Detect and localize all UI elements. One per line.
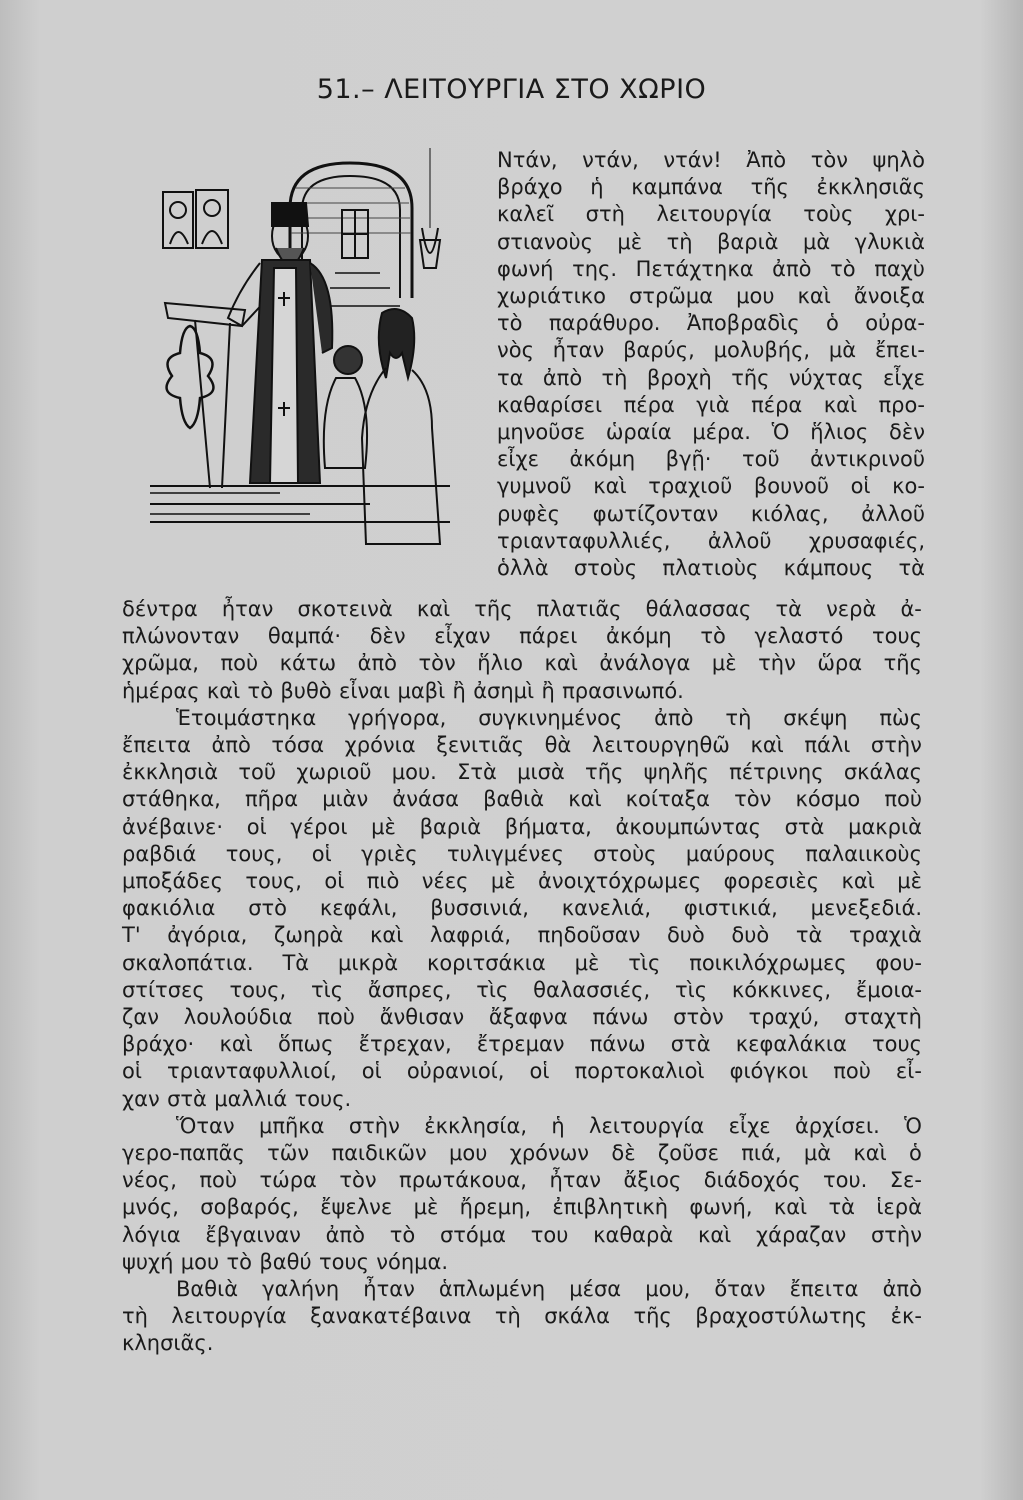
body-text xyxy=(122,596,922,1358)
text-line: δέντρα ἦταν σκοτεινὰ καὶ τῆς πλατιᾶς θάλασσας τὰ νερὰ ἀ- xyxy=(122,597,922,621)
text-line: καθαρίσει πέρα γιὰ πέρα καὶ προ- xyxy=(497,392,925,417)
text-line: εἶχε ἀκόμη βγῇ· τοῦ ἀντικρινοῦ xyxy=(497,447,925,472)
text-line: γυμνοῦ καὶ τραχιοῦ βουνοῦ οἱ κο- xyxy=(497,474,925,499)
text-line: στίτσες τους, τὶς ἄσπρες, τὶς θαλασσιές, τὶς κόκκινες, ἔμοια- xyxy=(122,977,922,1002)
icon-frame-right xyxy=(196,190,228,248)
text-line: γερο-παπᾶς τῶν παιδικῶν μου χρόνων δὲ ζοῦσε πιά, μὰ καὶ ὁ xyxy=(122,1141,922,1166)
text-line: τριανταφυλλιές, ἀλλοῦ χρυσαφιές, xyxy=(497,528,925,553)
text-line: μποξάδες τους, οἱ πιὸ νέες μὲ ἀνοιχτόχρωμες φορεσιὲς καὶ μὲ xyxy=(122,869,922,894)
text-line: οἱ τριανταφυλλιοί, οἱ οὐρανιοί, οἱ πορτοκαλιοὶ φιόγκοι ποὺ εἶ- xyxy=(122,1059,922,1084)
icon-frame-left xyxy=(163,192,193,248)
text-line: τὴ λειτουργία ξανακατέβαινα τὴ σκάλα τῆς βραχοστύλωτης ἐκ- xyxy=(122,1304,922,1329)
text-line: Ντάν, ντάν, ντάν! Ἀπὸ τὸν ψηλὸ xyxy=(497,148,925,172)
text-line: χρῶμα, ποὺ κάτω ἀπὸ τὸν ἥλιο καὶ ἀνάλογα μὲ τὴν ὥρα τῆς xyxy=(122,651,922,676)
text-line: ψυχή μου τὸ βαθύ τους νόημα. xyxy=(122,1249,449,1274)
text-line: Ἑτοιμάστηκα γρήγορα, συγκινημένος ἀπὸ τὴ σκέψη πὼς xyxy=(176,705,922,730)
text-line: βράχο· καὶ ὅπως ἔτρεχαν, ἔτρεμαν πάνω στὰ κεφαλάκια τους xyxy=(122,1032,922,1057)
text-line: βράχο ἡ καμπάνα τῆς ἐκκλησιᾶς xyxy=(497,175,925,200)
text-line: Βαθιὰ γαλήνη ἦταν ἁπλωμένη μέσα μου, ὅταν ἔπειτα ἀπὸ xyxy=(176,1277,922,1302)
text-line: σκαλοπάτια. Τὰ μικρὰ κοριτσάκια μὲ τὶς ποικιλόχρωμες φου- xyxy=(122,950,922,975)
text-line: στιανοὺς μὲ τὴ βαριὰ μὰ γλυκιὰ xyxy=(497,229,925,254)
text-line: πλώνονταν θαμπά· δὲν εἶχαν πάρει ἀκόμη τὸ γελαστό τους xyxy=(122,624,922,649)
wrapped-paragraph xyxy=(497,147,925,582)
text-line: ρυφὲς φωτίζονταν κιόλας, ἀλλοῦ xyxy=(497,501,925,526)
text-line: φακιόλια στὸ κεφάλι, βυσσινιά, κανελιά, φιστικιά, μενεξεδιά. xyxy=(122,896,922,921)
text-line: τα ἀπὸ τὴ βροχὴ τῆς νύχτας εἶχε xyxy=(497,365,925,390)
text-line: ἔπειτα ἀπὸ τόσα χρόνια ξενιτιᾶς θὰ λειτουργηθῶ καὶ πάλι στὴν xyxy=(122,733,922,758)
text-line: λόγια ἔβγαιναν ἀπὸ τὸ στόμα του καθαρὰ καὶ χάραζαν στὴν xyxy=(122,1222,922,1247)
text-line: ἀνέβαινε· οἱ γέροι μὲ βαριὰ βήματα, ἀκουμπώντας στὰ μακριὰ xyxy=(122,814,922,839)
text-line: μνός, σοβαρός, ἔψελνε μὲ ἤρεμη, ἐπιβλητικὴ φωνή, καὶ τὰ ἱερὰ xyxy=(122,1195,922,1220)
text-line: τὸ παράθυρο. Ἀποβραδὶς ὁ οὐρα- xyxy=(497,311,925,336)
text-line: χαν στὰ μαλλιά τους. xyxy=(122,1086,352,1111)
priest-liturgy-illustration xyxy=(150,148,450,548)
text-line: νὸς ἦταν βαρύς, μολυβής, μὰ ἔπει- xyxy=(497,338,925,363)
text-line: κλησιᾶς. xyxy=(122,1331,214,1356)
text-line: Ὅταν μπῆκα στὴν ἐκκλησία, ἡ λειτουργία εἶχε ἀρχίσει. Ὁ xyxy=(176,1113,922,1138)
text-line: νέος, ποὺ τώρα τὸν πρωτάκουα, ἦταν ἄξιος διάδοχός του. Σε- xyxy=(122,1168,922,1193)
text-line: στάθηκα, πῆρα μιὰν ἀνάσα βαθιὰ καὶ κοίταξα τὸν κόσμο ποὺ xyxy=(122,787,922,812)
chapter-title: 51.– ΛΕΙΤΟΥΡΓΙΑ ΣΤΟ ΧΩΡΙΟ xyxy=(316,74,707,105)
text-line: χωριάτικο στρῶμα μου καὶ ἄνοιξα xyxy=(497,284,925,309)
text-line: καλεῖ στὴ λειτουργία τοὺς χρι- xyxy=(497,202,925,227)
text-line: μηνοῦσε ὡραία μέρα. Ὁ ἥλιος δὲν xyxy=(497,420,925,445)
text-line: ἡμέρας καὶ τὸ βυθὸ εἶναι μαβὶ ἢ ἀσημὶ ἢ πρασινωπό. xyxy=(122,678,684,703)
text-line: ζαν λουλούδια ποὺ ἄνθισαν ἄξαφνα πάνω στὸν τραχύ, σταχτὴ xyxy=(122,1005,922,1030)
text-line: φωνή της. Πετάχτηκα ἀπὸ τὸ παχὺ xyxy=(497,256,925,281)
text-line: ἐκκλησιὰ τοῦ χωριοῦ μου. Στὰ μισὰ τῆς ψηλῆς πέτρινης σκάλας xyxy=(122,760,922,785)
text-line: ραβδιά τους, οἱ γριὲς τυλιγμένες στοὺς μαύρους παλαιικοὺς xyxy=(122,841,922,866)
text-line: Τ' ἀγόρια, ζωηρὰ καὶ λαφριά, πηδοῦσαν δυὸ δυὸ τὰ τραχιὰ xyxy=(122,923,922,948)
text-line: ὁλλὰ στοὺς πλατιοὺς κάμπους τὰ xyxy=(497,556,925,581)
